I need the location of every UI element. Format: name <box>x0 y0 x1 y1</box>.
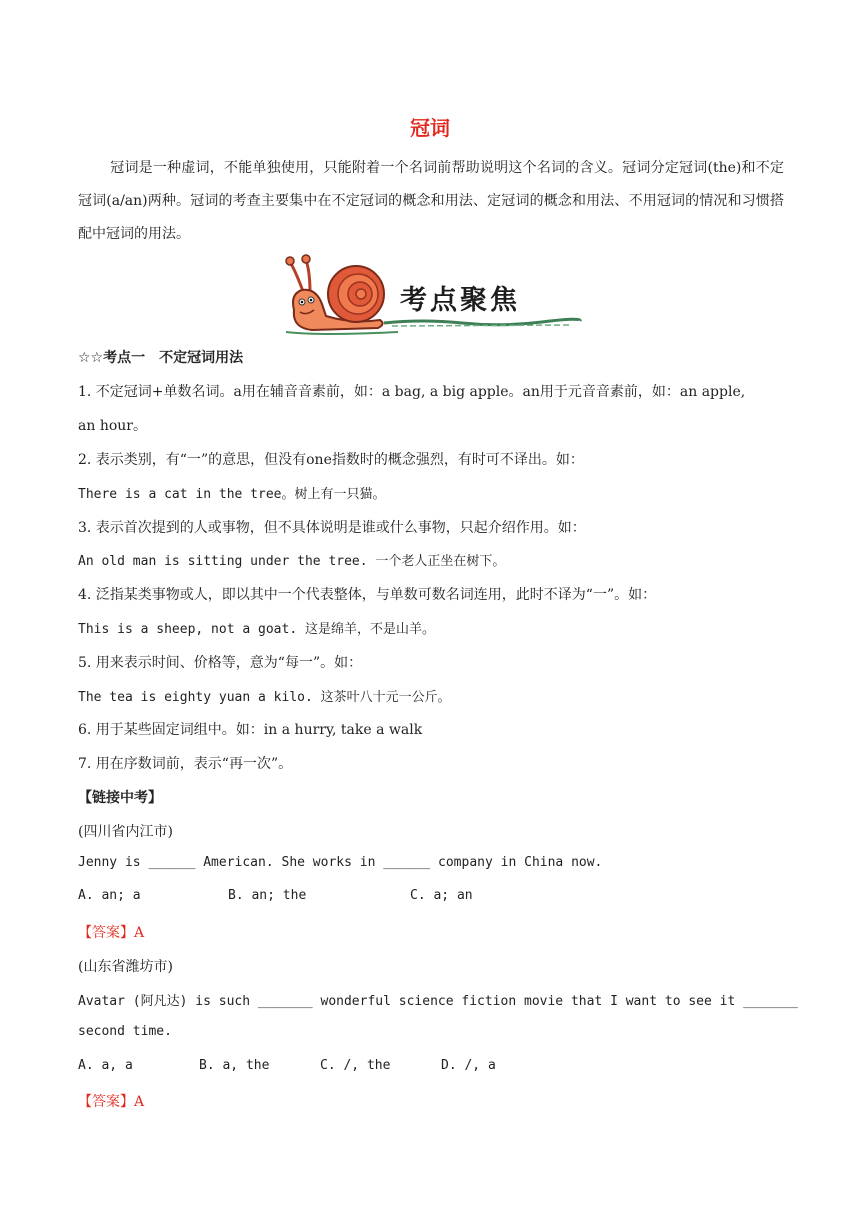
banner-title: 考点聚焦 <box>400 285 520 316</box>
option-d: D. /, a <box>441 1058 496 1073</box>
question-text: Avatar (阿凡达) is such _______ wonderful science fiction movie that I want to see it _______ <box>78 994 798 1009</box>
list-item: 3. 表示首次提到的人或事物，但不具体说明是谁或什么事物，只起介绍作用。如： <box>78 520 586 536</box>
section-banner <box>282 250 582 340</box>
question-source: (四川省内江市) <box>78 824 173 840</box>
option-b: B. a, the <box>199 1058 270 1073</box>
list-item: 1. 不定冠词+单数名词。a用在辅音音素前，如：a bag, a big apple。an用于元音音素前，如：an apple, <box>78 384 746 400</box>
grass-underline-icon <box>382 316 582 330</box>
answer-line <box>78 922 798 942</box>
question-text-cont: second time. <box>78 1024 172 1039</box>
answer-options <box>78 888 798 903</box>
list-item: 4. 泛指某类事物或人，即以其中一个代表整体，与单数可数名词连用，此时不译为“一”。如： <box>78 587 657 603</box>
answer-line <box>78 1091 798 1111</box>
answer-label: 【答案】 <box>78 1094 134 1110</box>
section-heading: ☆☆考点一 不定冠词用法 <box>78 350 244 366</box>
example-sentence: The tea is eighty yuan a kilo. 这茶叶八十元一公斤。 <box>78 690 451 705</box>
list-item: 2. 表示类别，有“一”的意思，但没有one指数时的概念强烈，有时可不译出。如： <box>78 452 584 468</box>
list-item: 6. 用于某些固定词组中。如：in a hurry, take a walk <box>78 722 423 738</box>
page-title: 冠词 <box>410 116 450 140</box>
answer-value: A <box>134 925 145 941</box>
intro-paragraph <box>78 152 784 251</box>
option-a: A. a, a <box>78 1058 133 1073</box>
list-item: an hour。 <box>78 418 147 434</box>
example-sentence: There is a cat in the tree。树上有一只猫。 <box>78 487 386 502</box>
answer-options <box>78 1058 798 1073</box>
option-c: C. /, the <box>320 1058 391 1073</box>
intro-text: 冠词是一种虚词，不能单独使用，只能附着一个名词前帮助说明这个名词的含义。冠词分定冠词(the)和不定冠词(a/an)两种。冠词的考查主要集中在不定冠词的概念和用法、定冠词的概念和用法、不用冠词的情况和习惯搭配中冠词的用法。 <box>78 160 784 242</box>
question-text: Jenny is ______ American. She works in ______ company in China now. <box>78 855 603 870</box>
answer-value: A <box>134 1094 145 1110</box>
option-c: C. a; an <box>410 888 473 903</box>
example-sentence: This is a sheep, not a goat. 这是绵羊，不是山羊。 <box>78 622 435 637</box>
list-item: 5. 用来表示时间、价格等，意为“每一”。如： <box>78 655 363 671</box>
option-b: B. an; the <box>228 888 307 903</box>
example-sentence: An old man is sitting under the tree. 一个老人正坐在树下。 <box>78 554 506 569</box>
answer-label: 【答案】 <box>78 925 134 941</box>
list-item: 7. 用在序数词前，表示“再一次”。 <box>78 756 293 772</box>
question-source: (山东省潍坊市) <box>78 959 173 975</box>
option-a: A. an; a <box>78 888 141 903</box>
exam-heading: 【链接中考】 <box>78 790 162 806</box>
